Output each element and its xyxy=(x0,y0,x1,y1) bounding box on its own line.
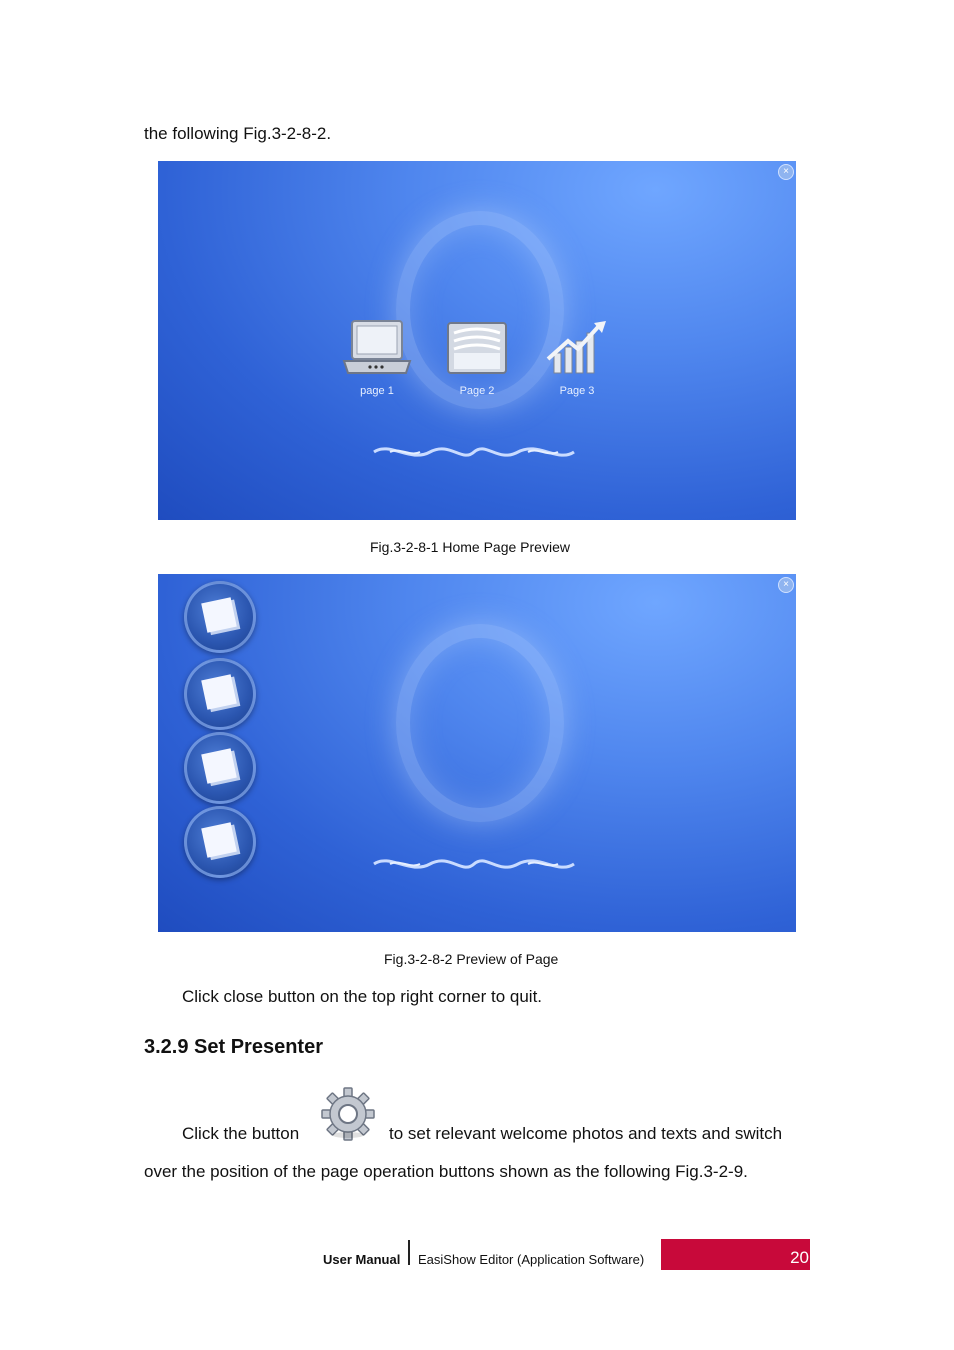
page-1-label: page 1 xyxy=(360,385,394,397)
instruction-text-end: to set relevant welcome photos and texts and switch xyxy=(389,1124,783,1143)
ornament-decoration xyxy=(370,439,578,465)
close-icon[interactable]: × xyxy=(778,577,794,593)
page-number: 20 xyxy=(790,1248,809,1267)
photo-icon xyxy=(201,674,237,710)
close-icon[interactable]: × xyxy=(778,164,794,180)
figure-1-caption: Fig.3-2-8-1 Home Page Preview xyxy=(370,539,570,555)
laptop-icon[interactable] xyxy=(340,319,414,389)
page-2-label: Page 2 xyxy=(459,385,495,397)
photo-button[interactable] xyxy=(184,581,256,653)
book-icon[interactable] xyxy=(440,319,514,389)
intro-text: the following Fig.3-2-8-2. xyxy=(144,124,332,143)
figure-2-caption: Fig.3-2-8-2 Preview of Page xyxy=(384,951,559,967)
ornament-decoration xyxy=(370,851,578,877)
section-heading: 3.2.9 Set Presenter xyxy=(144,1036,323,1058)
footer-accent-bar xyxy=(661,1239,810,1270)
photo-icon xyxy=(201,597,237,633)
photo-button[interactable] xyxy=(184,806,256,878)
footer-product-name: EasiShow Editor (Application Software) xyxy=(418,1252,645,1267)
gear-icon[interactable] xyxy=(320,1086,376,1142)
instruction-text-line-2: over the position of the page operation buttons shown as the following Fig.3-2-9. xyxy=(144,1162,748,1181)
instruction-text-start: Click the button xyxy=(182,1124,300,1143)
footer-user-manual: User Manual xyxy=(323,1252,401,1267)
home-page-preview-figure xyxy=(158,161,796,520)
photo-button[interactable] xyxy=(184,658,256,730)
footer-divider xyxy=(408,1240,410,1265)
swirl-decoration xyxy=(396,624,564,822)
quit-instruction: Click close button on the top right corner to quit. xyxy=(182,987,543,1006)
growth-chart-icon[interactable] xyxy=(540,319,614,389)
page-3-label: Page 3 xyxy=(559,385,595,397)
photo-icon xyxy=(201,822,237,858)
page-preview-figure xyxy=(158,574,796,932)
photo-button[interactable] xyxy=(184,732,256,804)
photo-icon xyxy=(201,748,237,784)
